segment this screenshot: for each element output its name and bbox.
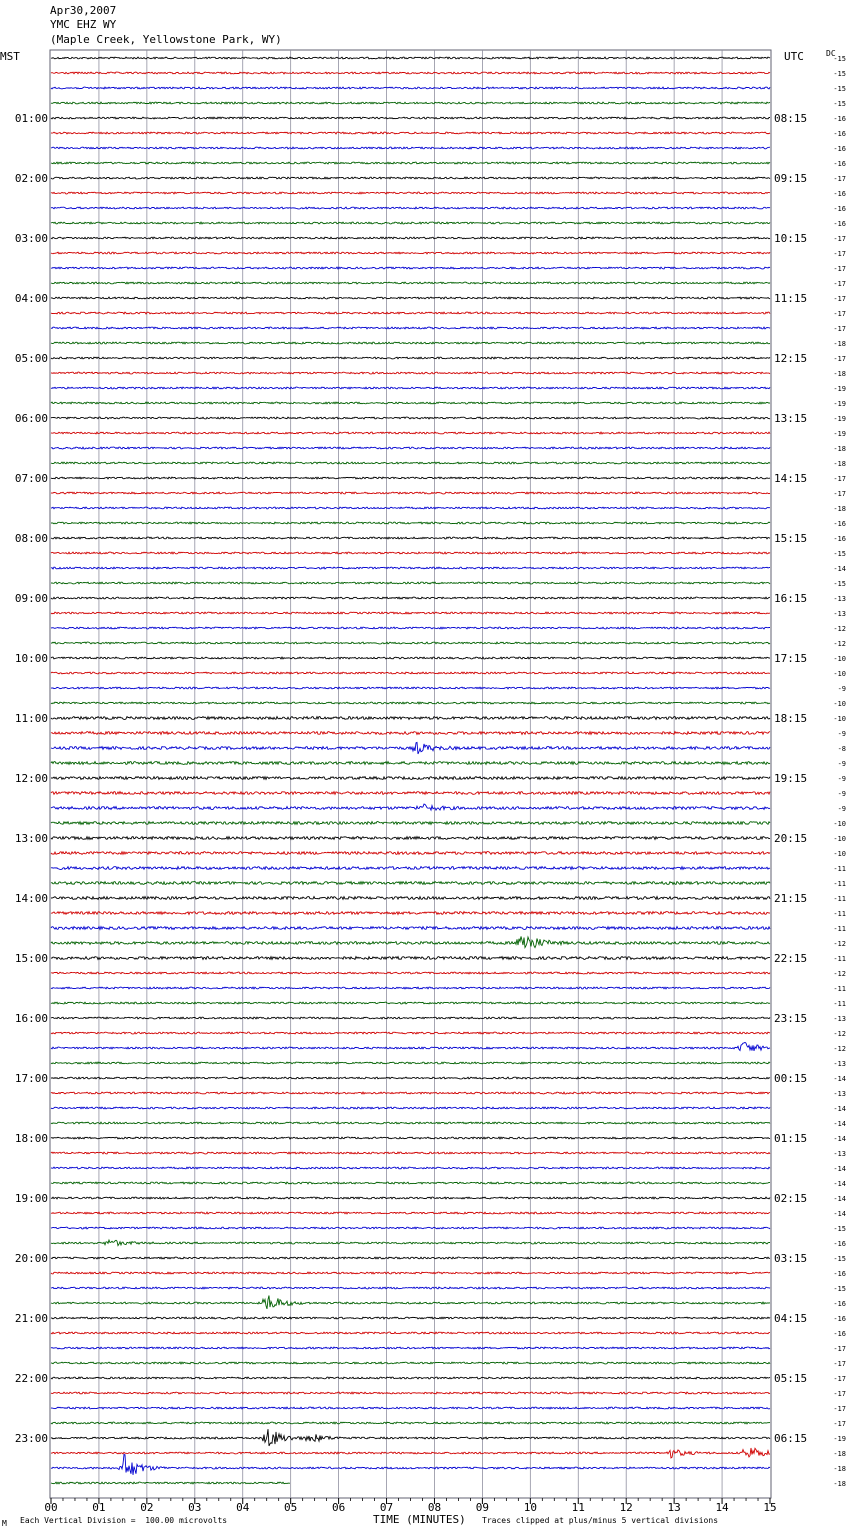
seismic-trace xyxy=(51,522,770,524)
dc-offset-label: -17 xyxy=(833,1360,846,1368)
seismic-trace xyxy=(51,1407,770,1409)
mst-hour-label: 10:00 xyxy=(14,652,48,665)
dc-offset-label: -13 xyxy=(833,1015,846,1023)
dc-offset-label: -16 xyxy=(833,535,846,543)
dc-offset-label: -9 xyxy=(837,790,846,798)
dc-offset-label: -17 xyxy=(833,355,846,363)
seismic-trace xyxy=(51,867,770,870)
dc-offset-label: -13 xyxy=(833,1060,846,1068)
dc-offset-label: -11 xyxy=(833,895,846,903)
x-tick-label: 11 xyxy=(571,1501,585,1514)
dc-offset-label: -16 xyxy=(833,1330,846,1338)
utc-hour-label: 03:15 xyxy=(774,1252,808,1265)
dc-offset-label: -17 xyxy=(833,265,846,273)
utc-hour-label: 01:15 xyxy=(774,1132,808,1145)
seismic-trace xyxy=(51,507,770,509)
dc-offset-label: -16 xyxy=(833,205,846,213)
dc-offset-label: -15 xyxy=(833,100,846,108)
utc-hour-label: 18:15 xyxy=(774,712,808,725)
utc-hour-label: 00:15 xyxy=(774,1072,808,1085)
dc-offset-label: -10 xyxy=(833,715,846,723)
mst-hour-label: 15:00 xyxy=(14,952,48,965)
utc-hour-label: 06:15 xyxy=(774,1432,808,1445)
seismic-trace xyxy=(51,732,770,735)
dc-offset-label: -16 xyxy=(833,160,846,168)
dc-label: DC xyxy=(826,49,836,58)
x-tick-label: 01 xyxy=(92,1501,106,1514)
seismic-trace xyxy=(51,1429,770,1446)
header-date: Apr30,2007 xyxy=(50,4,117,17)
seismic-trace xyxy=(51,57,770,59)
dc-offset-label: -17 xyxy=(833,175,846,183)
seismic-trace xyxy=(51,597,770,599)
footer-scale-note: Each Vertical Division = 100.00 microvolts xyxy=(20,1516,228,1525)
dc-offset-label: -16 xyxy=(833,1315,846,1323)
seismic-trace xyxy=(51,672,770,674)
utc-hour-label: 21:15 xyxy=(774,892,808,905)
dc-offset-label: -12 xyxy=(833,940,846,948)
utc-hour-label: 04:15 xyxy=(774,1312,808,1325)
seismic-trace xyxy=(51,717,770,720)
dc-offset-label: -12 xyxy=(833,640,846,648)
dc-offset-label: -9 xyxy=(837,805,846,813)
x-tick-label: 07 xyxy=(379,1501,394,1514)
seismic-trace xyxy=(51,927,770,930)
dc-offset-label: -19 xyxy=(833,1435,846,1443)
seismic-trace xyxy=(51,612,770,614)
seismic-trace xyxy=(51,1455,770,1475)
seismic-trace xyxy=(51,957,770,960)
dc-offset-label: -15 xyxy=(833,85,846,93)
utc-hour-label: 08:15 xyxy=(774,112,808,125)
seismic-trace xyxy=(51,342,770,344)
seismic-trace xyxy=(51,162,770,164)
dc-offset-label: -9 xyxy=(837,685,846,693)
seismic-trace xyxy=(51,1287,770,1289)
x-tick-label: 00 xyxy=(44,1501,58,1514)
seismic-trace xyxy=(51,762,770,765)
dc-offset-label: -10 xyxy=(833,655,846,663)
dc-offset-label: -17 xyxy=(833,295,846,303)
dc-offset-label: -14 xyxy=(833,1180,846,1188)
dc-offset-label: -10 xyxy=(833,670,846,678)
utc-hour-label: 23:15 xyxy=(774,1012,808,1025)
mst-hour-label: 04:00 xyxy=(14,292,48,305)
dc-offset-label: -13 xyxy=(833,1090,846,1098)
seismic-trace xyxy=(51,72,770,74)
seismic-trace xyxy=(51,1240,770,1246)
seismic-trace xyxy=(51,462,770,464)
seismic-trace xyxy=(51,207,770,209)
dc-offset-label: -10 xyxy=(833,835,846,843)
x-tick-label: 05 xyxy=(284,1501,298,1514)
x-tick-label: 10 xyxy=(523,1501,537,1514)
x-tick-label: 12 xyxy=(619,1501,633,1514)
seismic-trace xyxy=(51,552,770,554)
dc-offset-label: -12 xyxy=(833,1045,846,1053)
seismic-trace xyxy=(51,1167,770,1169)
dc-offset-label: -8 xyxy=(837,745,846,753)
seismic-trace xyxy=(51,1362,770,1364)
dc-offset-label: -11 xyxy=(833,865,846,873)
seismic-trace xyxy=(51,852,770,855)
dc-offset-label: -16 xyxy=(833,115,846,123)
seismic-trace xyxy=(51,627,770,629)
mst-hour-label: 13:00 xyxy=(14,832,48,845)
x-axis-label: TIME (MINUTES) xyxy=(373,1513,466,1526)
seismic-trace xyxy=(51,252,770,254)
dc-offset-label: -15 xyxy=(833,1285,846,1293)
seismic-trace xyxy=(51,192,770,194)
seismic-trace xyxy=(51,357,770,359)
utc-hour-label: 10:15 xyxy=(774,232,808,245)
footer-left-mark: M xyxy=(2,1519,7,1528)
seismic-trace xyxy=(51,327,770,329)
seismic-trace xyxy=(51,1272,770,1274)
seismic-trace xyxy=(51,897,770,900)
utc-hour-label: 12:15 xyxy=(774,352,808,365)
seismic-trace xyxy=(51,402,770,404)
dc-offset-label: -19 xyxy=(833,400,846,408)
seismic-trace xyxy=(51,477,770,479)
dc-offset-label: -11 xyxy=(833,1000,846,1008)
mst-hour-label: 06:00 xyxy=(14,412,48,425)
x-tick-label: 02 xyxy=(140,1501,154,1514)
seismic-trace xyxy=(51,102,770,104)
dc-offset-label: -15 xyxy=(833,580,846,588)
mst-hour-label: 02:00 xyxy=(14,172,48,185)
dc-offset-label: -16 xyxy=(833,1270,846,1278)
seismic-trace xyxy=(51,972,770,974)
mst-hour-label: 09:00 xyxy=(14,592,48,605)
seismic-trace xyxy=(51,1227,770,1229)
mst-hour-label: 16:00 xyxy=(14,1012,48,1025)
seismic-trace xyxy=(51,1042,770,1051)
dc-offset-label: -18 xyxy=(833,505,846,513)
dc-offset-label: -10 xyxy=(833,850,846,858)
dc-offset-label: -18 xyxy=(833,460,846,468)
seismic-trace xyxy=(51,1392,770,1394)
mst-hour-label: 03:00 xyxy=(14,232,48,245)
seismic-trace xyxy=(51,282,770,284)
dc-offset-label: -9 xyxy=(837,760,846,768)
mst-hour-label: 07:00 xyxy=(14,472,48,485)
seismic-trace xyxy=(51,1002,770,1004)
mst-hour-label: 19:00 xyxy=(14,1192,48,1205)
mst-hour-label: 11:00 xyxy=(14,712,48,725)
seismic-trace xyxy=(51,987,770,989)
seismic-trace xyxy=(51,1212,770,1214)
seismic-trace xyxy=(51,822,770,825)
dc-offset-label: -15 xyxy=(833,70,846,78)
dc-offset-label: -16 xyxy=(833,145,846,153)
utc-hour-label: 15:15 xyxy=(774,532,808,545)
dc-offset-label: -13 xyxy=(833,610,846,618)
dc-offset-label: -12 xyxy=(833,1030,846,1038)
dc-offset-label: -14 xyxy=(833,1135,846,1143)
dc-offset-label: -12 xyxy=(833,970,846,978)
dc-offset-label: -10 xyxy=(833,820,846,828)
dc-offset-label: -17 xyxy=(833,280,846,288)
mst-hour-label: 01:00 xyxy=(14,112,48,125)
dc-offset-label: -17 xyxy=(833,310,846,318)
x-tick-label: 14 xyxy=(715,1501,729,1514)
dc-offset-label: -17 xyxy=(833,1405,846,1413)
seismic-trace xyxy=(51,1017,770,1019)
x-tick-label: 03 xyxy=(188,1501,202,1514)
header-location: (Maple Creek, Yellowstone Park, WY) xyxy=(50,33,282,46)
x-tick-label: 09 xyxy=(475,1501,490,1514)
dc-offset-label: -17 xyxy=(833,490,846,498)
seismic-trace xyxy=(51,837,770,840)
dc-offset-label: -15 xyxy=(833,1255,846,1263)
mst-hour-label: 20:00 xyxy=(14,1252,48,1265)
mst-hour-label: 08:00 xyxy=(14,532,48,545)
seismic-trace xyxy=(51,87,770,89)
dc-offset-label: -11 xyxy=(833,925,846,933)
utc-hour-label: 20:15 xyxy=(774,832,808,845)
seismic-trace xyxy=(51,912,770,915)
dc-offset-label: -14 xyxy=(833,1165,846,1173)
seismic-trace xyxy=(51,1182,770,1184)
dc-offset-label: -16 xyxy=(833,220,846,228)
dc-offset-label: -9 xyxy=(837,775,846,783)
seismic-trace xyxy=(51,1377,770,1379)
dc-offset-label: -19 xyxy=(833,430,846,438)
seismic-trace xyxy=(51,687,770,689)
utc-hour-label: 16:15 xyxy=(774,592,808,605)
seismic-trace xyxy=(51,1137,770,1139)
dc-offset-label: -18 xyxy=(833,340,846,348)
seismic-trace xyxy=(51,1448,770,1458)
dc-offset-label: -11 xyxy=(833,955,846,963)
mst-hour-label: 05:00 xyxy=(14,352,48,365)
seismic-trace xyxy=(51,132,770,134)
utc-hour-label: 11:15 xyxy=(774,292,808,305)
seismic-trace xyxy=(51,1077,770,1079)
utc-hour-label: 14:15 xyxy=(774,472,808,485)
footer-clip-note: Traces clipped at plus/minus 5 vertical divisions xyxy=(482,1516,719,1525)
seismic-trace xyxy=(51,117,770,119)
seismic-trace xyxy=(51,567,770,569)
seismic-trace xyxy=(51,312,770,314)
dc-offset-label: -9 xyxy=(837,730,846,738)
dc-offset-label: -16 xyxy=(833,1300,846,1308)
seismic-trace xyxy=(51,492,770,494)
dc-offset-label: -17 xyxy=(833,1390,846,1398)
mst-hour-label: 12:00 xyxy=(14,772,48,785)
dc-offset-label: -14 xyxy=(833,565,846,573)
seismic-trace xyxy=(51,792,770,795)
utc-hour-label: 02:15 xyxy=(774,1192,808,1205)
seismic-trace xyxy=(51,1092,770,1094)
seismic-trace xyxy=(51,222,770,224)
dc-offset-label: -18 xyxy=(833,1450,846,1458)
utc-hour-label: 13:15 xyxy=(774,412,808,425)
dc-offset-label: -11 xyxy=(833,985,846,993)
seismic-trace xyxy=(51,372,770,374)
utc-hour-label: 22:15 xyxy=(774,952,808,965)
seismic-trace xyxy=(51,1062,770,1064)
seismic-trace xyxy=(51,657,770,659)
seismic-trace xyxy=(51,882,770,885)
seismic-trace xyxy=(51,777,770,780)
dc-offset-label: -11 xyxy=(833,910,846,918)
seismic-trace xyxy=(51,1347,770,1349)
x-tick-label: 08 xyxy=(427,1501,442,1514)
seismic-trace xyxy=(51,642,770,644)
dc-offset-label: -15 xyxy=(833,1225,846,1233)
seismic-trace xyxy=(51,936,770,947)
mst-hour-label: 17:00 xyxy=(14,1072,48,1085)
dc-offset-label: -14 xyxy=(833,1105,846,1113)
mst-hour-label: 23:00 xyxy=(14,1432,48,1445)
seismic-trace xyxy=(51,432,770,434)
left-zone-label: MST xyxy=(0,50,20,63)
seismic-trace xyxy=(51,1296,770,1309)
seismic-trace xyxy=(51,1032,770,1034)
dc-offset-label: -13 xyxy=(833,595,846,603)
mst-hour-label: 22:00 xyxy=(14,1372,48,1385)
seismic-trace xyxy=(51,1107,770,1109)
seismic-trace xyxy=(51,447,770,449)
seismic-trace xyxy=(51,1332,770,1334)
dc-offset-label: -16 xyxy=(833,130,846,138)
header-station: YMC EHZ WY xyxy=(50,18,117,31)
dc-offset-label: -11 xyxy=(833,880,846,888)
dc-offset-label: -16 xyxy=(833,520,846,528)
seismic-trace xyxy=(51,537,770,539)
seismic-trace xyxy=(51,742,770,754)
dc-offset-label: -14 xyxy=(833,1075,846,1083)
dc-offset-label: -15 xyxy=(833,550,846,558)
seismic-trace xyxy=(51,1122,770,1124)
seismic-trace xyxy=(51,147,770,149)
dc-offset-label: -17 xyxy=(833,250,846,258)
dc-offset-label: -19 xyxy=(833,415,846,423)
seismic-trace xyxy=(51,267,770,269)
dc-offset-label: -16 xyxy=(833,1240,846,1248)
mst-hour-label: 18:00 xyxy=(14,1132,48,1145)
dc-offset-label: -18 xyxy=(833,370,846,378)
x-tick-label: 15 xyxy=(763,1501,777,1514)
dc-offset-label: -17 xyxy=(833,1345,846,1353)
seismic-trace xyxy=(51,702,770,704)
x-tick-label: 13 xyxy=(667,1501,681,1514)
seismic-trace xyxy=(51,387,770,389)
dc-offset-label: -18 xyxy=(833,1465,846,1473)
x-tick-label: 06 xyxy=(331,1501,346,1514)
dc-offset-label: -18 xyxy=(833,445,846,453)
dc-offset-label: -17 xyxy=(833,1375,846,1383)
seismic-trace xyxy=(51,1317,770,1319)
dc-offset-label: -14 xyxy=(833,1120,846,1128)
dc-offset-label: -17 xyxy=(833,475,846,483)
x-tick-label: 04 xyxy=(236,1501,250,1514)
seismic-trace xyxy=(51,1197,770,1199)
dc-offset-label: -15 xyxy=(833,55,846,63)
mst-hour-label: 21:00 xyxy=(14,1312,48,1325)
dc-offset-label: -13 xyxy=(833,1150,846,1158)
seismic-trace xyxy=(51,804,770,810)
dc-offset-label: -14 xyxy=(833,1195,846,1203)
seismic-trace xyxy=(51,1482,290,1484)
mst-hour-label: 14:00 xyxy=(14,892,48,905)
dc-offset-label: -16 xyxy=(833,190,846,198)
utc-hour-label: 17:15 xyxy=(774,652,808,665)
seismic-trace xyxy=(51,1152,770,1154)
dc-offset-label: -10 xyxy=(833,700,846,708)
dc-offset-label: -18 xyxy=(833,1480,846,1488)
right-zone-label: UTC xyxy=(784,50,804,63)
seismic-trace xyxy=(51,297,770,299)
seismic-trace xyxy=(51,237,770,239)
dc-offset-label: -14 xyxy=(833,1210,846,1218)
utc-hour-label: 19:15 xyxy=(774,772,808,785)
dc-offset-label: -17 xyxy=(833,325,846,333)
dc-offset-label: -19 xyxy=(833,385,846,393)
seismic-trace xyxy=(51,417,770,419)
utc-hour-label: 05:15 xyxy=(774,1372,808,1385)
dc-offset-label: -17 xyxy=(833,235,846,243)
seismic-trace xyxy=(51,177,770,179)
seismic-trace xyxy=(51,1422,770,1424)
utc-hour-label: 09:15 xyxy=(774,172,808,185)
seismic-trace xyxy=(51,582,770,584)
dc-offset-label: -17 xyxy=(833,1420,846,1428)
seismic-trace xyxy=(51,1257,770,1259)
dc-offset-label: -12 xyxy=(833,625,846,633)
